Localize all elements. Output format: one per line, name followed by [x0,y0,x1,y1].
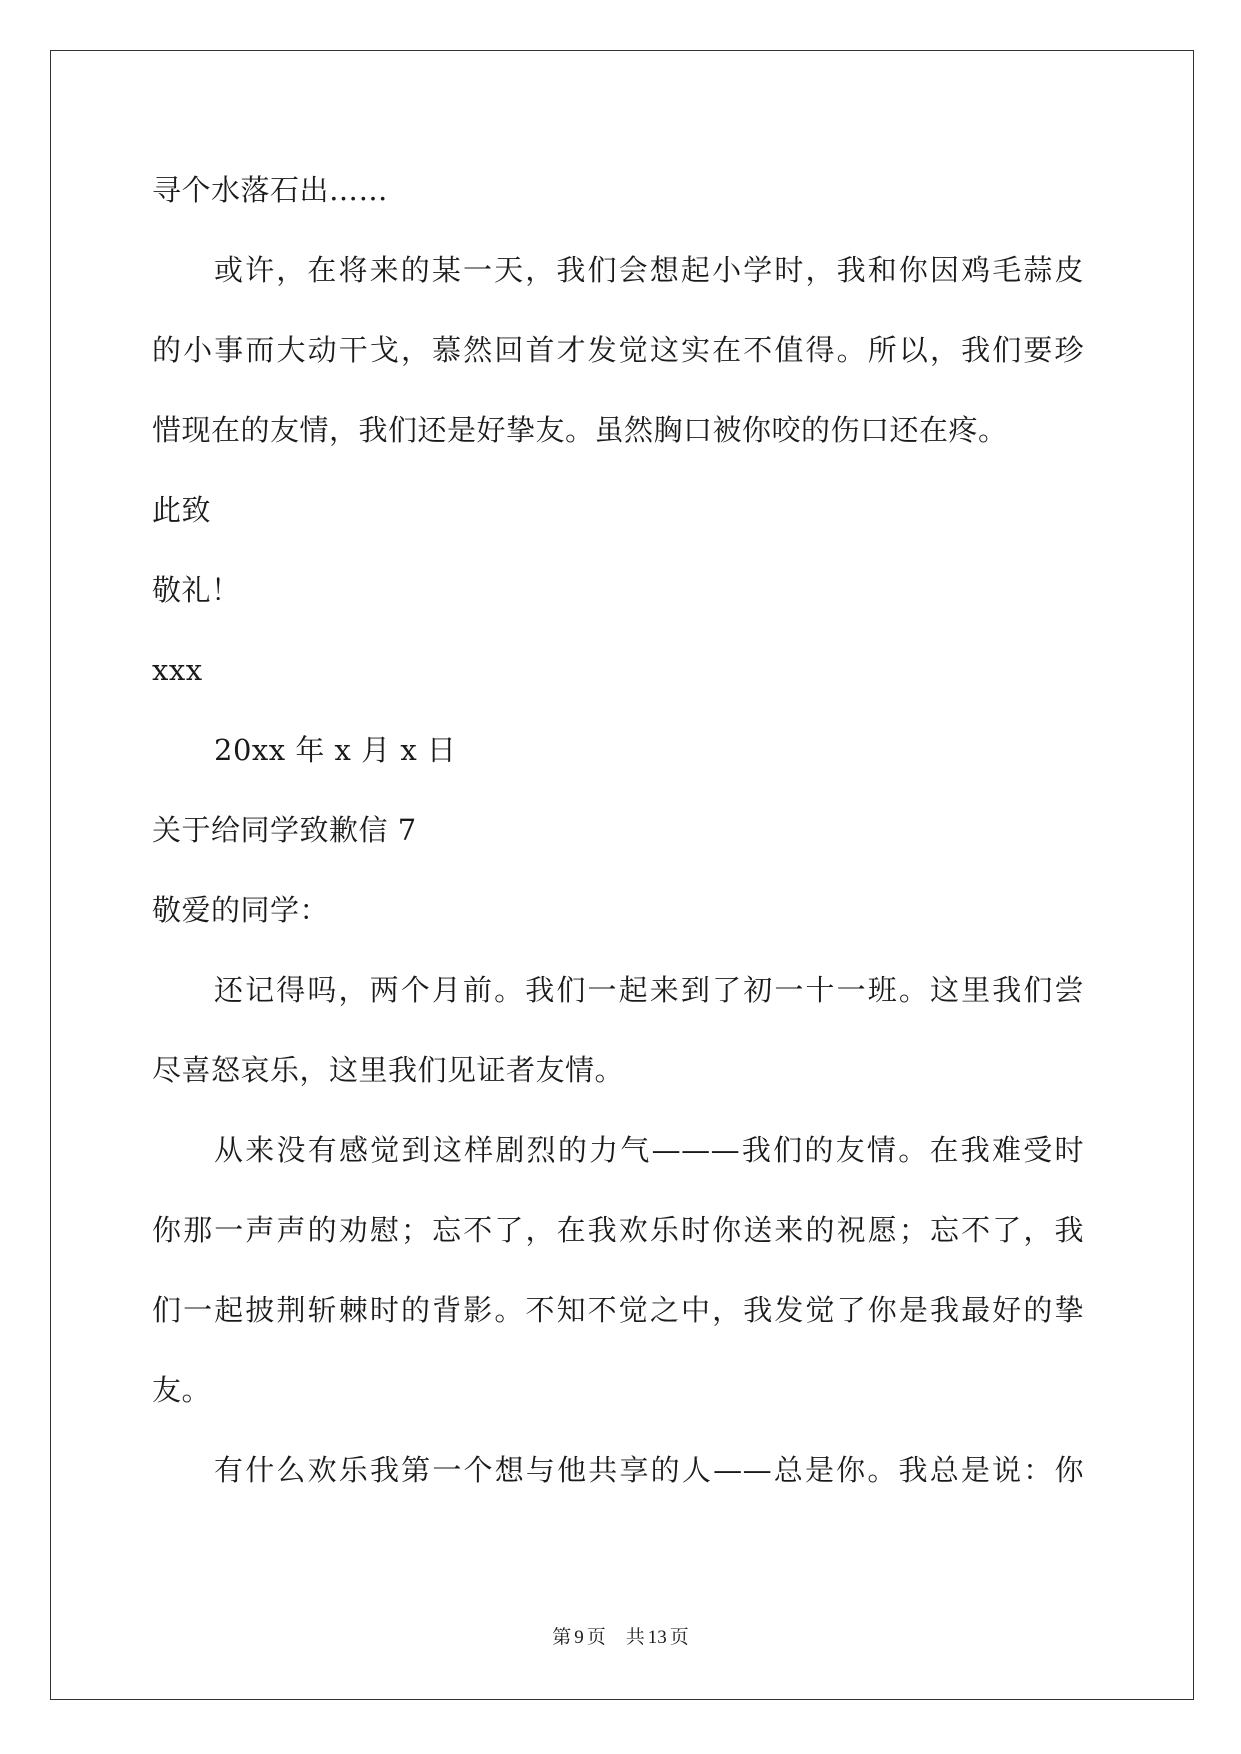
section-title: 关于给同学致歉信 7 [152,813,417,847]
closing-regards: 敬礼！ [152,573,241,607]
body-line-11: 有什么欢乐我第一个想与他共享的人——总是你。我总是说：你 [214,1453,1084,1487]
body-line-5: 还记得吗，两个月前。我们一起来到了初一十一班。这里我们尝 [214,973,1084,1007]
closing-salutation: 此致 [152,493,212,527]
body-line-4: 惜现在的友情，我们还是好挚友。虽然胸口被你咬的伤口还在疼。 [152,413,1008,447]
body-line-10: 友。 [152,1373,212,1407]
letter-greeting: 敬爱的同学： [152,893,330,927]
footer-page-prefix: 第 [552,1626,572,1648]
footer-page-number: 9 [574,1627,584,1648]
body-line-7: 从来没有感觉到这样剧烈的力气———我们的友情。在我难受时 [214,1133,1084,1167]
footer-total-prefix: 共 [625,1626,645,1648]
footer-total-suffix: 页 [669,1626,689,1648]
body-line-1: 寻个水落石出…… [152,173,389,207]
footer-page-suffix: 页 [586,1626,606,1648]
body-line-3: 的小事而大动干戈，慕然回首才发觉这实在不值得。所以，我们要珍 [152,333,1084,367]
signature: xxx [152,653,203,687]
date-line: 20xx 年 x 月 x 日 [214,733,457,767]
body-line-8: 你那一声声的劝慰；忘不了，在我欢乐时你送来的祝愿；忘不了，我 [152,1213,1084,1247]
page-footer [0,1624,1241,1651]
body-line-6: 尽喜怒哀乐，这里我们见证者友情。 [152,1053,625,1087]
body-line-2: 或许，在将来的某一天，我们会想起小学时，我和你因鸡毛蒜皮 [214,253,1084,287]
footer-total-pages: 13 [647,1627,667,1648]
body-line-9: 们一起披荆斩棘时的背影。不知不觉之中，我发觉了你是我最好的挚 [152,1293,1084,1327]
